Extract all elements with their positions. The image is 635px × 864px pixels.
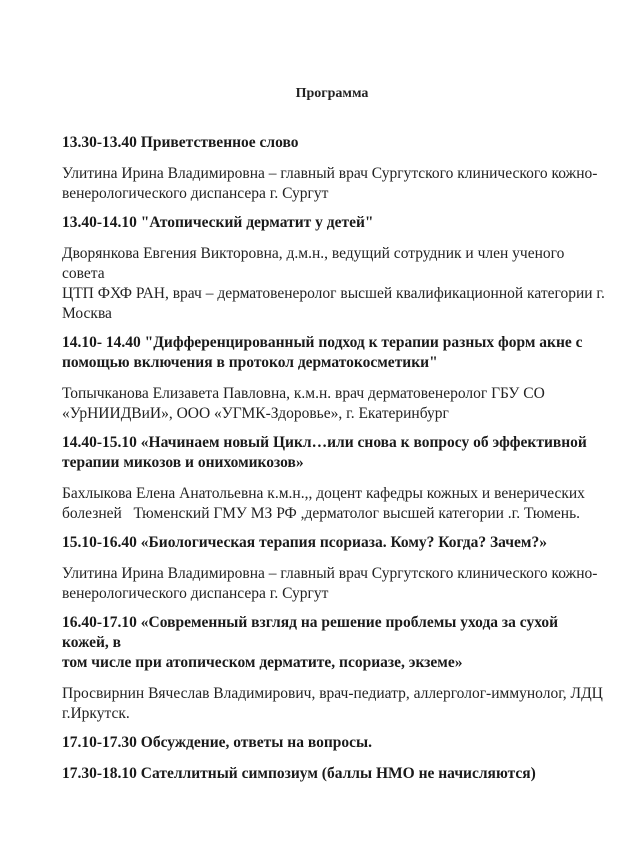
session-heading: 17.30-18.10 Сателлитный симпозиум (баллы НМО не начисляются)	[62, 765, 536, 782]
speaker-info: венерологического диспансера г. Сургут	[62, 185, 329, 202]
speaker-info: Топычканова Елизавета Павловна, к.м.н. врач дерматовенеролог ГБУ СО	[62, 385, 545, 402]
speaker-info: венерологического диспансера г. Сургут	[62, 585, 329, 602]
program-item-5	[62, 533, 605, 604]
speaker-block	[62, 484, 605, 524]
session-heading: 16.40-17.10 «Современный взгляд на решение проблемы ухода за сухой кожей, в	[62, 614, 559, 651]
program-item-4	[62, 433, 605, 524]
session-heading: 13.40-14.10 "Атопический дерматит у детей"	[62, 214, 374, 231]
speaker-info: Просвирнин Вячеслав Владимирович, врач-педиатр, аллерголог-иммунолог, ЛДЦ	[62, 685, 603, 702]
program-item-2	[62, 213, 605, 324]
session-heading-block	[62, 333, 605, 373]
speaker-block	[62, 164, 605, 204]
speaker-info: Дворянкова Евгения Викторовна, д.м.н., ведущий сотрудник и член ученого совета	[62, 245, 565, 282]
session-heading-block	[62, 433, 605, 473]
program-item-1	[62, 133, 605, 204]
speaker-block	[62, 244, 605, 324]
speaker-info: Бахлыкова Елена Анатольевна к.м.н.,, доцент кафедры кожных и венерических	[62, 485, 585, 502]
program-item-7	[62, 733, 605, 753]
session-heading-block	[62, 613, 605, 673]
session-heading: 13.30-13.40 Приветственное слово	[62, 134, 299, 151]
speaker-info: «УрНИИДВиИ», ООО «УГМК-Здоровье», г. Екатеринбург	[62, 405, 449, 422]
session-heading: том числе при атопическом дерматите, псориазе, экземе»	[62, 654, 463, 671]
speaker-info: ЦТП ФХФ РАН, врач – дерматовенеролог высшей квалификационной категории г.	[62, 285, 605, 302]
session-heading-block	[62, 764, 605, 784]
speaker-info: Москва	[62, 305, 112, 322]
session-heading: терапии микозов и онихомикозов»	[62, 454, 304, 471]
session-heading: 14.10- 14.40 "Дифференцированный подход к терапии разных форм акне с	[62, 334, 583, 351]
session-heading: 15.10-16.40 «Биологическая терапия псориаза. Кому? Когда? Зачем?»	[62, 534, 547, 551]
session-heading-block	[62, 133, 605, 153]
speaker-info: г.Иркутск.	[62, 705, 130, 722]
speaker-block	[62, 564, 605, 604]
program-item-8	[62, 764, 605, 784]
session-heading: 17.10-17.30 Обсуждение, ответы на вопросы.	[62, 734, 372, 751]
speaker-block	[62, 384, 605, 424]
program-item-3	[62, 333, 605, 424]
speaker-info: Улитина Ирина Владимировна – главный врач Сургутского клинического кожно-	[62, 165, 598, 182]
session-heading-block	[62, 733, 605, 753]
session-heading-block	[62, 213, 605, 233]
session-heading: помощью включения в протокол дерматокосметики"	[62, 354, 438, 371]
session-heading: 14.40-15.10 «Начинаем новый Цикл…или снова к вопросу об эффективной	[62, 434, 587, 451]
speaker-block	[62, 684, 605, 724]
session-heading-block	[62, 533, 605, 553]
page-title: Программа	[295, 86, 369, 101]
speaker-info: болезней Тюменский ГМУ МЗ РФ ,дерматолог высшей категории .г. Тюмень.	[62, 505, 581, 522]
program-item-6	[62, 613, 605, 724]
speaker-info: Улитина Ирина Владимировна – главный врач Сургутского клинического кожно-	[62, 565, 598, 582]
